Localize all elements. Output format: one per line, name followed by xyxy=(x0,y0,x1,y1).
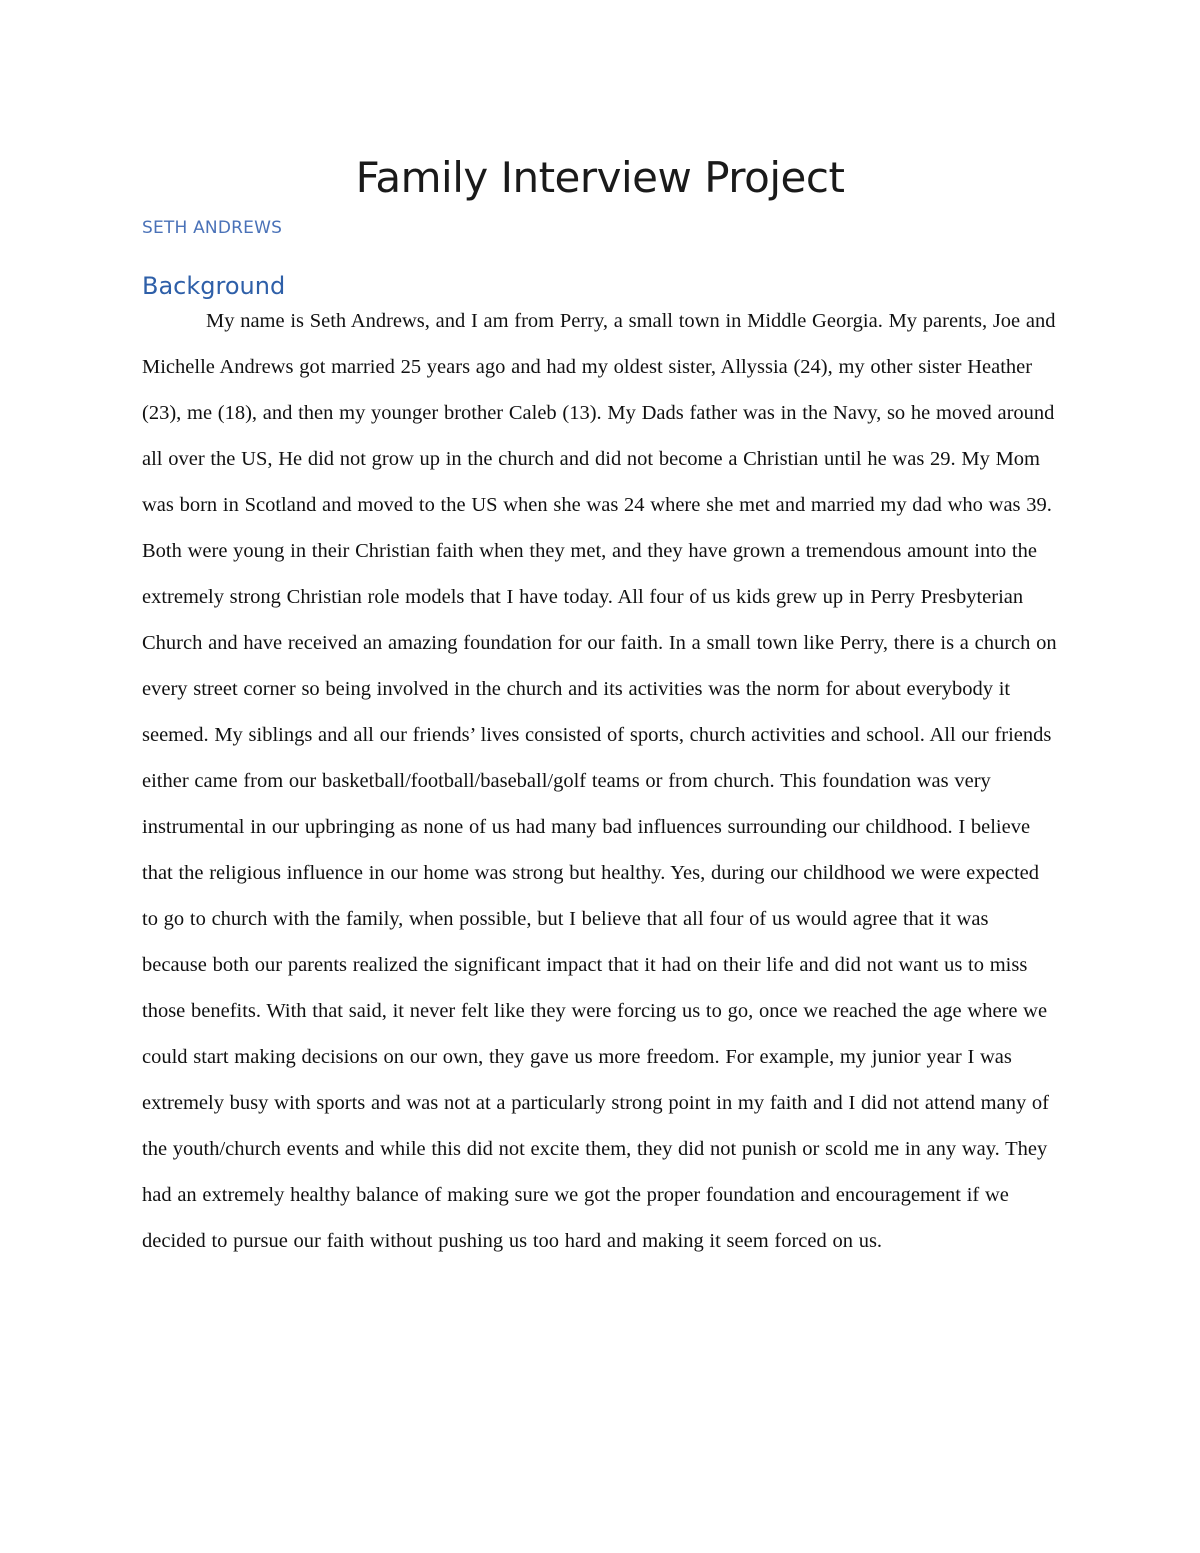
author-name: SETH ANDREWS xyxy=(142,218,283,238)
body-paragraph: My name is Seth Andrews, and I am from Perry, a small town in Middle Georgia. My parents, Joe and Michelle Andrews got married 25 years ago and had my oldest sister, Allyssia (24), my other sister Heather (23), me (18), and then my younger brother Caleb (13). My Dads father was in the Navy, so he moved around all over the US, He did not grow up in the church and did not become a Christian until he was 29. My Mom was born in Scotland and moved to the US when she was 24 where she met and married my dad who was 39. Both were young in their Christian faith when they met, and they have grown a tremendous amount into the extremely strong Christian role models that I have today. All four of us kids grew up in Perry Presbyterian Church and have received an amazing foundation for our faith. In a small town like Perry, there is a church on every street corner so being involved in the church and its activities was the norm for about everybody it seemed. My siblings and all our friends’ lives consisted of sports, church activities and school. All our friends either came from our basketball/football/baseball/golf teams or from church. This foundation was very instrumental in our upbringing as none of us had many bad influences surrounding our childhood. I believe that the religious influence in our home was strong but healthy. Yes, during our childhood we were expected to go to church with the family, when possible, but I believe that all four of us would agree that it was because both our parents realized the significant impact that it had on their life and did not want us to miss those benefits. With that said, it never felt like they were forcing us to go, once we reached the age where we could start making decisions on our own, they gave us more freedom. For example, my junior year I was extremely busy with sports and was not at a particularly strong point in my faith and I did not attend many of the youth/church events and while this did not excite them, they did not punish or scold me in any way. They had an extremely healthy balance of making sure we got the proper foundation and encouragement if we decided to pursue our faith without pushing us too hard and making it seem forced on us. xyxy=(142,310,1057,1252)
page-title: Family Interview Project xyxy=(355,153,845,202)
section-heading-background: Background xyxy=(142,272,286,300)
